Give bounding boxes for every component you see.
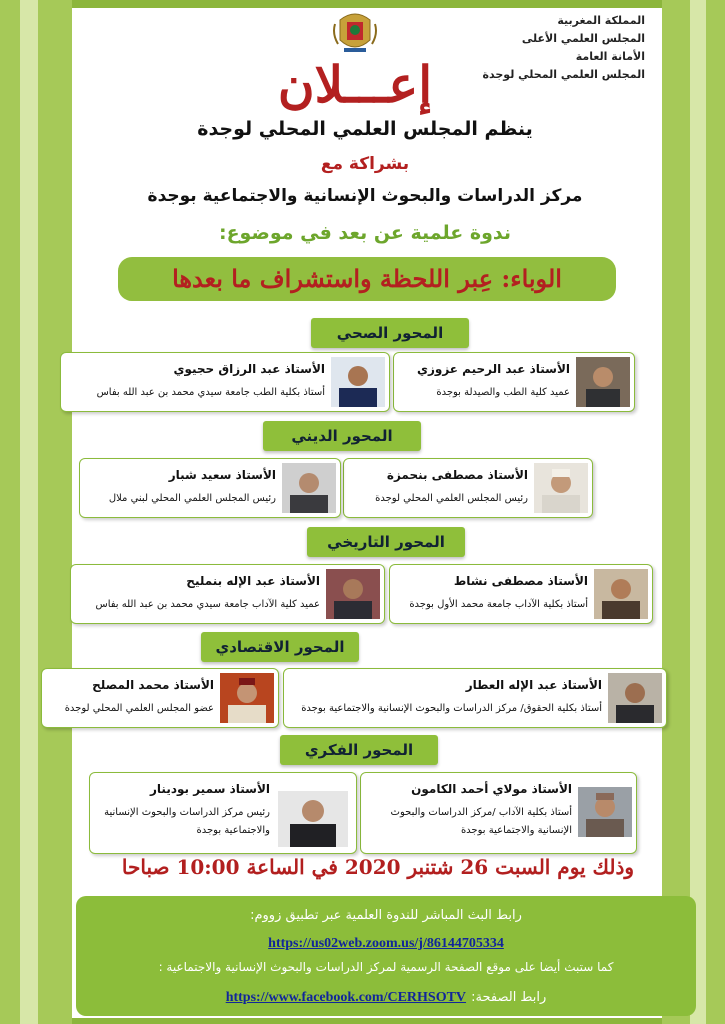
speaker-role: أستاذ بكلية الآداب جامعة محمد الأول بوجدة (409, 599, 588, 610)
section-title-historical: المحور التاريخي (307, 527, 465, 557)
speaker-role: رئيس المجلس العلمي المحلي لبني ملال (108, 493, 276, 504)
speaker-role-line: رئيس مركز الدراسات والبحوث الإنسانية (104, 807, 270, 818)
speaker-card (393, 352, 635, 412)
speaker-name: الأستاذ مصطفى بنحمزة (386, 468, 528, 482)
section-title-intellectual: المحور الفكري (280, 735, 438, 765)
speaker-photo (326, 569, 380, 619)
section-title-religious: المحور الديني (263, 421, 421, 451)
facebook-label: رابط الصفحة: (471, 990, 547, 1005)
partnership-line: بشراكة مع (320, 154, 410, 174)
speaker-name: الأستاذ عبد الرزاق حجيوي (173, 362, 325, 376)
zoom-link[interactable]: https://us02web.zoom.us/j/86144705334 (268, 936, 504, 951)
event-type-line: ندوة علمية عن بعد في موضوع: (218, 222, 512, 244)
event-date-time: وذلك يوم السبت 26 شتنبر 2020 في الساعة 10:00 صباحا (121, 855, 635, 879)
moroccan-coat-of-arms-emblem (332, 10, 378, 54)
speaker-photo (576, 357, 630, 407)
right-stripe-highlight (690, 0, 706, 1024)
broadcast-info-box (76, 896, 696, 1016)
speaker-name: الأستاذ عبد الإله بنمليح (186, 574, 320, 588)
speaker-photo (220, 673, 274, 723)
speaker-photo (578, 787, 632, 837)
section-title-economic: المحور الاقتصادي (201, 632, 359, 662)
speaker-name: الأستاذ مصطفى نشاط (453, 574, 588, 588)
speaker-photo (608, 673, 662, 723)
speaker-card (89, 772, 357, 854)
org-line: المجلس العلمي المحلي لوجدة (482, 68, 645, 81)
facebook-link[interactable]: https://www.facebook.com/CERHSOTV (225, 990, 467, 1005)
speaker-card (343, 458, 593, 518)
speaker-card (79, 458, 341, 518)
speaker-name: الأستاذ سمير بودينار (150, 782, 270, 796)
speaker-role: رئيس المجلس العلمي المحلي لوجدة (375, 493, 528, 504)
zoom-link-wrap (76, 932, 696, 952)
speaker-photo (282, 463, 336, 513)
topic-title: الوباء: عِبر اللحظة واستشراف ما بعدها (172, 264, 562, 293)
speaker-card (360, 772, 637, 854)
speaker-card (283, 668, 667, 728)
facebook-row (76, 986, 696, 1006)
speaker-name: الأستاذ مولاي أحمد الكامون (411, 782, 572, 796)
facebook-note: كما ستبث أيضا على موقع الصفحة الرسمية لمركز الدراسات والبحوث الإنسانية والاجتماعية : (158, 960, 614, 974)
speaker-name: الأستاذ محمد المصلح (92, 678, 214, 692)
organizer-line: ينظم المجلس العلمي المحلي لوجدة (197, 118, 533, 140)
speaker-role: عضو المجلس العلمي المحلي لوجدة (64, 703, 214, 714)
speaker-role-line: أستاذ بكلية الآداب /مركز الدراسات والبحوث (390, 807, 572, 818)
speaker-role: أستاذ بكلية الطب جامعة سيدي محمد بن عبد الله بفاس (96, 387, 325, 398)
org-line: الأمانة العامة (575, 50, 645, 63)
org-line: المجلس العلمي الأعلى (521, 32, 645, 45)
speaker-photo (534, 463, 588, 513)
speaker-photo (594, 569, 648, 619)
speaker-name: الأستاذ سعيد شبار (168, 468, 276, 482)
topic-banner (118, 257, 616, 301)
speaker-role-line: والاجتماعية بوجدة (196, 825, 270, 836)
zoom-label: رابط البث المباشر للندوة العلمية عبر تطبيق زووم: (250, 908, 522, 923)
speaker-name: الأستاذ عبد الرحيم عزوزي (416, 362, 570, 376)
announcement-title: إعـــلان (277, 55, 433, 114)
speaker-card (41, 668, 279, 728)
speaker-card (389, 564, 653, 624)
speaker-role: عميد كلية الآداب جامعة سيدي محمد بن عبد الله بفاس (95, 599, 320, 610)
speaker-role-line: الإنسانية والاجتماعية بوجدة (460, 825, 572, 836)
speaker-name: الأستاذ عبد الإله العطار (465, 678, 602, 692)
speaker-role: عميد كلية الطب والصيدلة بوجدة (436, 387, 570, 398)
org-line: المملكة المغربية (557, 14, 645, 27)
left-stripe-highlight (20, 0, 38, 1024)
section-title-health: المحور الصحي (311, 318, 469, 348)
speaker-photo (278, 791, 348, 847)
speaker-card (70, 564, 385, 624)
speaker-role: أستاذ بكلية الحقوق/ مركز الدراسات والبحوث الإنسانية والاجتماعية بوجدة (301, 703, 602, 714)
speaker-photo (331, 357, 385, 407)
partner-line: مركز الدراسات والبحوث الإنسانية والاجتماعية بوجدة (147, 186, 583, 206)
speaker-card (60, 352, 390, 412)
